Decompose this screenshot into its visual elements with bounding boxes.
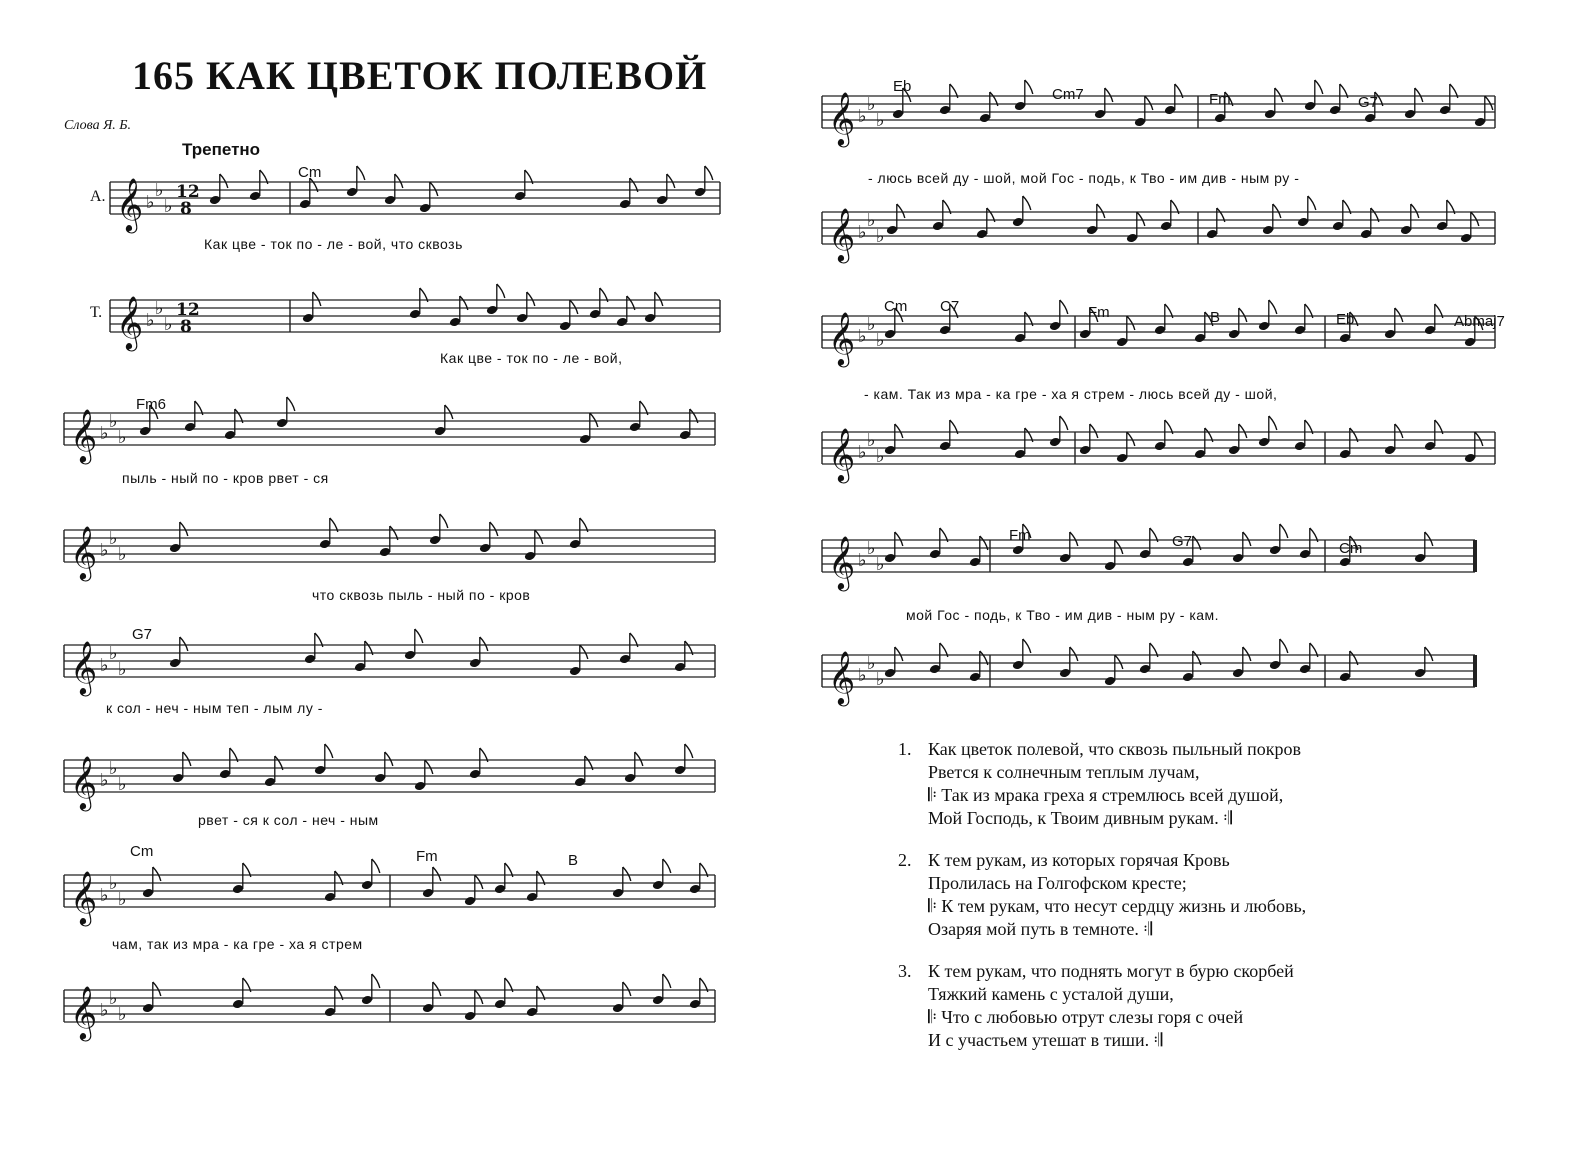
- lyrics-line: чам, так из мра - ка гре - ха я стрем: [112, 936, 363, 952]
- chord-symbol: Eb: [893, 78, 912, 95]
- note-flag: [570, 300, 578, 314]
- note-flag: [1137, 212, 1145, 226]
- flat-icon: ♭: [867, 94, 876, 115]
- chord-symbol: B: [568, 852, 579, 869]
- note-flag: [1308, 196, 1316, 210]
- note-flag: [663, 974, 671, 988]
- treble-clef-icon: 𝄞: [70, 640, 98, 694]
- note-flag: [895, 424, 903, 438]
- note-flag: [895, 532, 903, 546]
- note-flag: [1415, 88, 1423, 102]
- verse-line: Рвется к солнечным теплым лучам,: [928, 762, 1200, 782]
- time-signature: 8: [180, 199, 192, 219]
- note-flag: [180, 637, 188, 651]
- flat-icon: ♭: [109, 411, 118, 432]
- lyrics-line: мой Гос - подь, к Тво - им див - ным ру - кам.: [906, 607, 1220, 623]
- note-flag: [425, 760, 433, 774]
- chord-symbol: B: [1210, 309, 1221, 326]
- note-flag: [153, 982, 161, 996]
- note-flag: [1471, 212, 1479, 226]
- note-flag: [1411, 204, 1419, 218]
- treble-clef-icon: 𝄞: [116, 177, 144, 231]
- note-flag: [895, 647, 903, 661]
- flat-icon: ♭: [109, 988, 118, 1009]
- note-flag: [153, 867, 161, 881]
- treble-clef-icon: 𝄞: [70, 525, 98, 579]
- note-flag: [313, 292, 321, 306]
- lyrics-line: Как цве - ток по - ле - вой, что сквозь: [204, 236, 463, 252]
- note-flag: [1145, 96, 1153, 110]
- verses-block: [898, 738, 1306, 1071]
- chord-symbol: G7: [1172, 533, 1193, 550]
- note-flag: [372, 859, 380, 873]
- flat-icon: ♭: [867, 538, 876, 559]
- note-flag: [1060, 416, 1068, 430]
- song-title: 165 КАК ЦВЕТОК ПОЛЕВОЙ: [132, 53, 708, 98]
- note-flag: [1070, 532, 1078, 546]
- note-flag: [220, 174, 228, 188]
- note-flag: [685, 744, 693, 758]
- verse-line: Мой Господь, к Твоим дивным рукам. 𝄇: [928, 808, 1232, 828]
- note-flag: [490, 522, 498, 536]
- flat-icon: ♭: [109, 528, 118, 549]
- flat-icon: ♭: [155, 180, 164, 201]
- flat-icon: ♭: [867, 210, 876, 231]
- note-flag: [1425, 647, 1433, 661]
- note-flag: [1269, 416, 1277, 430]
- note-flag: [1315, 80, 1323, 94]
- note-flag: [1025, 80, 1033, 94]
- flat-icon: ♭: [100, 423, 109, 444]
- note-flag: [1105, 88, 1113, 102]
- verse-line: 𝄆 Что с любовью отрут слезы горя с очей: [928, 1007, 1244, 1027]
- chord-symbol: C7: [940, 298, 960, 315]
- verse-number: 2.: [898, 850, 912, 870]
- flat-icon: ♭: [146, 310, 155, 331]
- verse-line: К тем рукам, что поднять могут в бурю скорбей: [928, 961, 1294, 981]
- flat-icon: ♭: [146, 192, 155, 213]
- note-flag: [705, 166, 713, 180]
- flat-icon: ♭: [118, 774, 127, 795]
- note-flag: [1243, 647, 1251, 661]
- note-flag: [667, 174, 675, 188]
- chord-symbol: Cm: [884, 298, 908, 315]
- note-flag: [1070, 647, 1078, 661]
- note-flag: [1115, 540, 1123, 554]
- note-flag: [1023, 639, 1031, 653]
- treble-clef-icon: 𝄞: [828, 91, 856, 145]
- lyrics-line: рвет - ся к сол - неч - ным: [198, 812, 379, 828]
- flat-icon: ♭: [155, 298, 164, 319]
- flat-icon: ♭: [164, 196, 173, 217]
- lyrics-line: пыль - ный по - кров рвет - ся: [122, 470, 329, 486]
- verse-line: Озаряя мой путь в темноте. 𝄇: [928, 919, 1153, 939]
- treble-clef-icon: 𝄞: [70, 985, 98, 1039]
- flat-icon: ♭: [100, 885, 109, 906]
- flat-icon: ♭: [100, 1000, 109, 1021]
- note-flag: [1395, 308, 1403, 322]
- lyrics-line: - люсь всей ду - шой, мой Гос - подь, к Тво - им див - ным ру -: [868, 170, 1300, 186]
- note-flag: [430, 182, 438, 196]
- verse-line: Тяжкий камень с усталой души,: [928, 984, 1174, 1004]
- chord-symbol: Cm: [298, 164, 322, 181]
- flat-icon: ♭: [876, 110, 885, 131]
- flat-icon: ♭: [109, 873, 118, 894]
- note-flag: [385, 752, 393, 766]
- flat-icon: ♭: [858, 222, 867, 243]
- flat-icon: ♭: [876, 554, 885, 575]
- tempo-marking: Трепетно: [182, 140, 261, 159]
- chord-symbol: Cm7: [1052, 86, 1084, 103]
- note-flag: [1275, 88, 1283, 102]
- note-flag: [1269, 300, 1277, 314]
- note-flag: [357, 166, 365, 180]
- note-flag: [415, 629, 423, 643]
- time-signature: 12: [176, 300, 200, 320]
- note-flag: [1395, 424, 1403, 438]
- voice-label-alto: А.: [90, 188, 106, 205]
- flat-icon: ♭: [109, 643, 118, 664]
- chord-symbol: Fm6: [136, 396, 166, 413]
- verse-number: 1.: [898, 739, 912, 759]
- flat-icon: ♭: [876, 446, 885, 467]
- flat-icon: ♭: [876, 669, 885, 690]
- verse: [898, 738, 1306, 830]
- verse-number: 3.: [898, 961, 912, 981]
- note-flag: [372, 974, 380, 988]
- flat-icon: ♭: [109, 758, 118, 779]
- voice-label-tenor: Т.: [90, 304, 103, 321]
- verse-line: Как цветок полевой, что сквозь пыльный покров: [928, 739, 1302, 759]
- note-flag: [897, 204, 905, 218]
- verse: [898, 849, 1306, 941]
- note-flag: [1127, 316, 1135, 330]
- treble-clef-icon: 𝄞: [116, 295, 144, 349]
- treble-clef-icon: 𝄞: [70, 755, 98, 809]
- flat-icon: ♭: [858, 106, 867, 127]
- note-flag: [445, 405, 453, 419]
- lyricist-credit: Слова Я. Б.: [64, 118, 132, 133]
- note-flag: [663, 859, 671, 873]
- note-flag: [590, 413, 598, 427]
- flat-icon: ♭: [118, 1004, 127, 1025]
- flat-icon: ♭: [118, 427, 127, 448]
- lyrics-line: Как цве - ток по - ле - вой,: [440, 350, 623, 366]
- verse-line: К тем рукам, из которых горячая Кровь: [928, 850, 1230, 870]
- time-signature: 12: [176, 182, 200, 202]
- chord-symbol: G7: [132, 626, 153, 643]
- chord-symbol: G7: [1358, 94, 1379, 111]
- flat-icon: ♭: [164, 314, 173, 335]
- lyrics-line: что сквозь пыль - ный по - кров: [312, 587, 531, 603]
- verse: [898, 960, 1306, 1052]
- verse-line: И с участьем утешат в тиши. 𝄇: [928, 1030, 1163, 1050]
- note-flag: [1060, 300, 1068, 314]
- note-flag: [497, 284, 505, 298]
- verse-line: 𝄆 Так из мрака греха я стремлюсь всей душой,: [928, 785, 1284, 805]
- note-flag: [1425, 532, 1433, 546]
- note-flag: [1127, 432, 1135, 446]
- flat-icon: ♭: [876, 330, 885, 351]
- note-flag: [183, 752, 191, 766]
- treble-clef-icon: 𝄞: [828, 535, 856, 589]
- note-flag: [1273, 204, 1281, 218]
- note-flag: [580, 645, 588, 659]
- note-flag: [1239, 424, 1247, 438]
- flat-icon: ♭: [867, 430, 876, 451]
- chord-symbol: Fm: [1009, 527, 1031, 544]
- treble-clef-icon: 𝄞: [828, 650, 856, 704]
- treble-clef-icon: 𝄞: [828, 427, 856, 481]
- note-flag: [623, 867, 631, 881]
- note-flag: [527, 292, 535, 306]
- time-signature: 8: [180, 317, 192, 337]
- chord-symbol: Abmaj7: [1454, 313, 1505, 330]
- flat-icon: ♭: [858, 326, 867, 347]
- note-flag: [433, 867, 441, 881]
- note-flag: [535, 530, 543, 544]
- treble-clef-icon: 𝄞: [70, 408, 98, 462]
- flat-icon: ♭: [100, 655, 109, 676]
- lyrics-line: - кам. Так из мра - ка гре - ха я стрем - люсь всей ду - шой,: [864, 386, 1278, 402]
- note-flag: [1243, 532, 1251, 546]
- flat-icon: ♭: [876, 226, 885, 247]
- note-flag: [287, 397, 295, 411]
- note-flag: [180, 522, 188, 536]
- flat-icon: ♭: [867, 314, 876, 335]
- note-flag: [325, 744, 333, 758]
- flat-icon: ♭: [867, 653, 876, 674]
- treble-clef-icon: 𝄞: [828, 311, 856, 365]
- flat-icon: ♭: [118, 889, 127, 910]
- chord-symbol: Cm: [1339, 540, 1363, 557]
- verse-line: 𝄆 К тем рукам, что несут сердцу жизнь и любовь,: [928, 896, 1307, 916]
- note-flag: [1280, 639, 1288, 653]
- lyrics-line: к сол - неч - ным теп - лым лу -: [106, 700, 323, 716]
- note-flag: [440, 514, 448, 528]
- note-flag: [475, 990, 483, 1004]
- note-flag: [1115, 655, 1123, 669]
- flat-icon: ♭: [118, 659, 127, 680]
- verse-line: Пролилась на Голгофском кресте;: [928, 873, 1187, 893]
- note-flag: [655, 292, 663, 306]
- note-flag: [1280, 524, 1288, 538]
- note-flag: [623, 982, 631, 996]
- note-flag: [635, 752, 643, 766]
- note-flag: [1023, 196, 1031, 210]
- note-flag: [395, 174, 403, 188]
- flat-icon: ♭: [858, 550, 867, 571]
- note-flag: [1097, 204, 1105, 218]
- note-flag: [480, 637, 488, 651]
- treble-clef-icon: 𝄞: [70, 870, 98, 924]
- flat-icon: ♭: [858, 665, 867, 686]
- note-flag: [1239, 308, 1247, 322]
- note-flag: [1090, 424, 1098, 438]
- flat-icon: ♭: [118, 544, 127, 565]
- note-flag: [1485, 96, 1493, 110]
- treble-clef-icon: 𝄞: [828, 207, 856, 261]
- chord-symbol: Fm: [1088, 304, 1110, 321]
- chord-symbol: Fm: [1209, 91, 1231, 108]
- note-flag: [1475, 432, 1483, 446]
- chord-symbol: Fm: [416, 848, 438, 865]
- chord-symbol: Eb: [1336, 311, 1355, 328]
- note-flag: [433, 982, 441, 996]
- flat-icon: ♭: [100, 770, 109, 791]
- note-flag: [475, 875, 483, 889]
- flat-icon: ♭: [100, 540, 109, 561]
- chord-symbol: Cm: [130, 843, 154, 860]
- flat-icon: ♭: [858, 442, 867, 463]
